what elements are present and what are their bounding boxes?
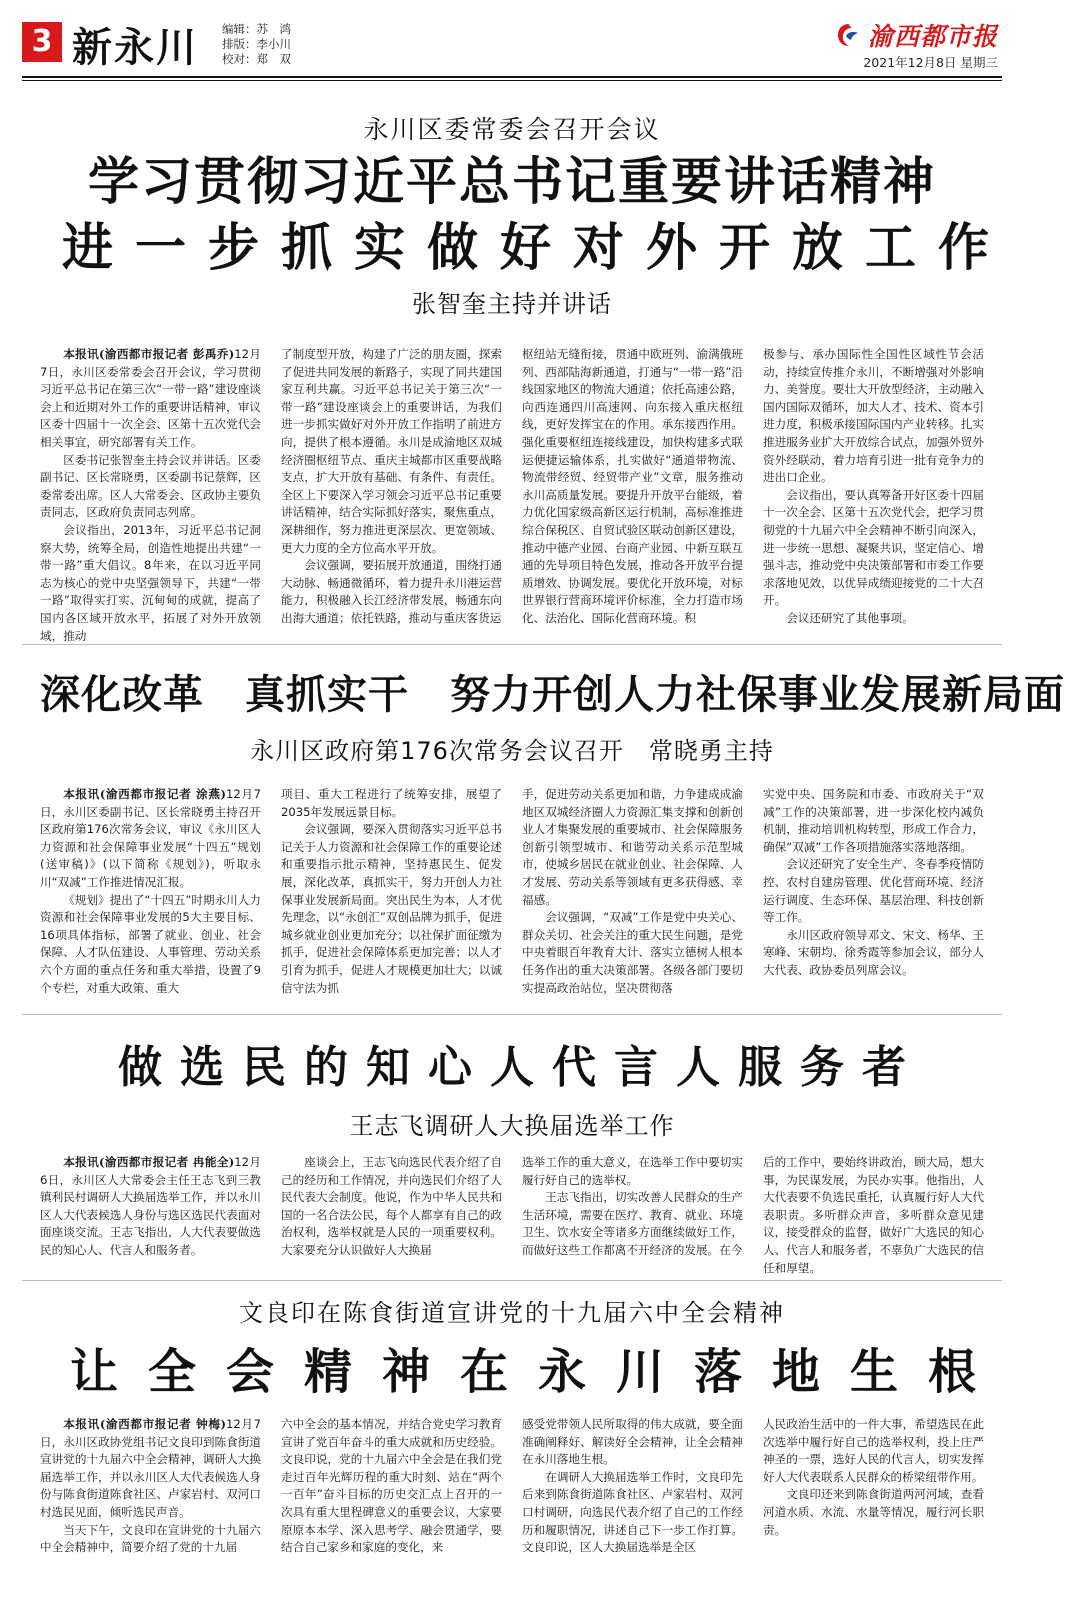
paper-logo-icon [836, 22, 862, 48]
article2-body [40, 786, 984, 998]
article1-col-3 [522, 346, 743, 628]
article4-headline: 让全会精神在永川落地生根 [70, 1344, 1007, 1400]
article1-col-4 [763, 346, 984, 628]
article3-paragraph: 王志飞指出，切实改善人民群众的生产生活环境，需要在医疗、教育、就业、环境卫生、饮水安全等诸多方面继续做好工作，而做好这些工作都离不开经济的发展。在今 [522, 1190, 743, 1257]
article3-col-2 [281, 1154, 502, 1264]
article1-paragraph: 极参与、承办国际性全国性区域性节会活动，持续宣传推介永川，不断增强对外影响力、美誉度。要壮大开放型经济，主动融入国内国际双循环，加大人才、技术、资本引进力度，积极承接国际国内产业转移。扎实推进服务业扩大开放综合试点，加强外贸外资外经联动，着力培育引进一批有竞争力的进出口企业。 [763, 347, 984, 485]
masthead-rule [22, 76, 1002, 78]
page-number: 3 [22, 22, 62, 62]
article2-paragraph: 12月7日，永川区委副书记、区长常晓勇主持召开区政府第176次常务会议，审议《永川区人力资源和社会保障事业发展“十四五”规划(送审稿)》(以下简称《规划》)，听取永川“双减”工作推进情况汇报。 [40, 787, 261, 889]
article3-paragraph: 后的工作中，要始终讲政治，顾大局，想大事，为民谋发展，为民办实事。他指出，人大代表要不负选民重托，认真履行好人大代表职责。多听群众声音，多听群众意见建议，接受群众的监督，做好广大选民的知心人、代言人和服务者，不辜负广大选民的信任和厚望。 [763, 1155, 984, 1275]
article2-byline: 本报讯(渝西都市报记者 涂燕) [63, 787, 227, 801]
article-plenary-spirit [40, 1294, 1007, 1594]
article4-col-2 [281, 1416, 502, 1592]
article4-paragraph: 感受党带领人民所取得的伟大成就，要全面准确阐释好、解读好全会精神，让全会精神在永川落地生根。 [522, 1417, 743, 1467]
paper-name: 渝西都市报 [867, 22, 998, 51]
masthead [0, 0, 1024, 80]
article1-paragraph: 会议指出，要认真筹备开好区委十四届十一次全会、区第十五次党代会，把学习贯彻党的十九届六中全会精神不断引向深入，进一步统一思想、凝聚共识，坚定信心、增强斗志，推动党中央决策部署和市委工作要求落地见效，以优异成绩迎接党的二十大召开。 [763, 487, 984, 608]
article-people-congress [40, 1030, 984, 1275]
article4-paragraph: 当天下午，文良印在宣讲党的十九届六中全会精神中，简要介绍了党的十九届 [40, 1522, 261, 1555]
article3-byline: 本报讯(渝西都市报记者 冉能全) [63, 1155, 235, 1169]
article-separator [22, 1280, 1002, 1281]
article2-paragraph: 永川区政府领导邓文、宋文、杨华、王寒峰、宋朝均、徐秀霞等参加会议，部分人大代表、政协委员列席会议。 [763, 927, 984, 977]
article1-paragraph: 会议还研究了其他事项。 [786, 610, 914, 625]
article-hr-social-security [40, 660, 1065, 1000]
article4-kicker: 文良印在陈食街道宣讲党的十九届六中全会精神 [239, 1299, 785, 1327]
article-separator [22, 644, 1002, 645]
article4-col-1 [40, 1416, 261, 1592]
article2-paragraph: 《规划》提出了“十四五”时期永川人力资源和社会保障事业发展的5大主要目标、16项具体指标，部署了就业、创业、社会保障、人才队伍建设、人事管理、劳动关系六个方面的重点任务和重大举措，设置了9个专栏，对重大政策、重大 [40, 892, 261, 995]
article1-col-1 [40, 346, 261, 643]
article2-paragraph: 手，促进劳动关系更加和谐，力争建成成渝地区双城经济圈人力资源汇集支撑和创新创业人才集聚发展的重要城市、社会保障服务创新引领型城市、和谐劳动关系示范型城市，使城乡居民在就业创业、社会保障、人才发展、劳动关系等领域有更多获得感、幸福感。 [522, 787, 743, 907]
article4-byline: 本报讯(渝西都市报记者 钟梅) [63, 1417, 227, 1431]
article2-col-2 [281, 786, 502, 998]
masthead-rule-thin [22, 80, 1002, 81]
article-separator [22, 1014, 1002, 1015]
article-opening-up [40, 110, 1012, 643]
article2-paragraph: 会议强调，要深入贯彻落实习近平总书记关于人力资源和社会保障工作的重要论述和重要指示批示精神，坚持惠民生、促发展，深化改革，真抓实干，努力开创人力社保事业发展新局面。突出民生为本，人才优先理念，以“永创汇”双创品牌为抓手，促进城乡就业创业更加充分；以社保扩面征缴为抓手，促进社会保障体系更加完善；以人才引育为抓手，促进人才规模更加壮大；以诚信守法为抓 [281, 822, 502, 995]
article3-headline: 做选民的知心人代言人服务者 [118, 1042, 924, 1093]
article1-paragraph: 会议强调，要拓展开放通道，围绕打通大动脉、畅通微循环，着力提升永川港运营能力，积极融入长江经济带发展，畅通东向出海大通道；依托铁路，推动与重庆客货运 [281, 558, 502, 625]
article1-kicker: 永川区委常委会召开会议 [363, 115, 661, 144]
article1-paragraph: 了制度型开放，构建了广泛的朋友圈，探索了促进共同发展的新路子，实现了同共建国家互利共赢。习近平总书记关于第三次“一带一路”建设座谈会上的重要讲话，为我们进一步抓实做好对外开放工作指明了前进方向，提供了根本遵循。永川是成渝地区双城经济圈枢纽节点、重庆主城都市区重要战略支点，扩大开放有基础、有条件、有责任。全区上下要深入学习领会习近平总书记重要讲话精神，结合实际抓好落实，聚焦重点，深耕细作，努力推进更深层次、更宽领域、更大力度的全方位高水平开放。 [281, 347, 502, 555]
article1-col-2 [281, 346, 502, 628]
article4-col-3 [522, 1416, 743, 1592]
article2-paragraph: 会议强调，“双减”工作是党中央关心、群众关切、社会关注的重大民生问题，是党中央着眼百年教育大计、落实立德树人根本任务作出的重大决策部署。各级各部门要切实提高政治站位，坚决贯彻落 [522, 910, 743, 995]
article4-paragraph: 六中全会的基本情况，并结合党史学习教育宣讲了党百年奋斗的重大成就和历史经验。文良印说，党的十九届六中全会是在我们党走过百年光辉历程的重大时刻、站在“两个一百年”奋斗目标的历史交汇点上召开的一次具有重大里程碑意义的重要会议，大家要原原本本学、深入思考学、融会贯通学，要结合自己家乡和家庭的变化，来 [281, 1417, 502, 1555]
article1-paragraph: 区委书记张智奎主持会议并讲话。区委副书记、区长常晓勇，区委副书记蔡辉，区委常委出席。区人大常委会、区政协主要负责同志，区政府负责同志列席。 [40, 452, 261, 520]
staff-editor: 编辑：苏 鸿 [222, 22, 291, 36]
staff-proofreader: 校对：郑 双 [222, 52, 291, 66]
article2-col-3 [522, 786, 743, 998]
article3-col-3 [522, 1154, 743, 1264]
article4-paragraph: 12月7日，永川区政协党组书记文良印到陈食街道宣讲党的十九届六中全会精神，调研人大换届选举工作，并以永川区人大代表候选人身份与陈食街道陈食社区、卢家岩村、双河口村选民见面，倾听选民声音。 [40, 1417, 261, 1519]
article1-paragraph: 会议指出，2013年，习近平总书记洞察大势，统筹全局，创造性地提出共建“一带一路”重大倡议。8年来，在以习近平同志为核心的党中央坚强领导下，共建“一带一路”取得实打实、沉甸甸的成就，提高了国内各区域开放水平，拓展了对外开放领域，推动 [40, 522, 261, 643]
article1-paragraph: 12月7日，永川区委常委会召开会议，学习贯彻习近平总书记在第三次“一带一路”建设座谈会上和近期对外工作的重要讲话精神，审议区委十四届十一次全会、区第十五次党代会相关事宜，研究部署有关工作。 [40, 347, 261, 449]
article1-headline-line1: 学习贯彻习近平总书记重要讲话精神 [87, 153, 936, 212]
staff-layout: 排版：李小川 [222, 37, 291, 51]
article3-subhead: 王志飞调研人大换届选举工作 [349, 1112, 675, 1140]
article4-paragraph: 在调研人大换届选举工作时，文良印先后来到陈食街道陈食社区、卢家岩村、双河口村调研，向选民代表介绍了自己的工作经历和履职情况，讲述自己下一步工作打算。文良印说，区人大换届选举是全区 [522, 1469, 743, 1555]
article1-subhead: 张智奎主持并讲话 [412, 290, 612, 318]
article4-body [40, 1416, 984, 1592]
article4-col-4 [763, 1416, 984, 1592]
article1-byline: 本报讯(渝西都市报记者 彭禹乔) [63, 347, 235, 361]
article3-col-1 [40, 1154, 261, 1264]
article4-paragraph: 文良印还来到陈食街道两河河域，查看河道水质、水流、水量等情况，履行河长职责。 [763, 1487, 984, 1537]
article2-headline: 深化改革 真抓实干 努力开创人力社保事业发展新局面 [40, 672, 1065, 718]
article1-paragraph: 枢纽站无缝衔接，贯通中欧班列、渝满俄班列、西部陆海新通道，打通与“一带一路”沿线国家地区的物流大通道；依托高速公路，向西连通四川高速网、向东接入重庆枢纽线，更好发挥宝在的作用。承东接西作用。强化重要枢纽连接线建设，加快构建多式联运便捷运输体系，扎实做好“通道带物流、物流带经贸、经贸带产业”文章，服务推动永川高质量发展。要提升开放平台能级，着力优化国家级高新区运行机制，高标准推进综合保税区、自贸试验区联动创新区建设，推动中德产业园、台商产业园、中新互联互通的先导项目特色发展，推动各开放平台提质增效、协调发展。要优化开放环境，对标世界银行营商环境评价标准，全力打造市场化、法治化、国际化营商环境。积 [522, 347, 743, 625]
staff-credits [222, 22, 291, 67]
article3-col-4 [763, 1154, 984, 1275]
article2-paragraph: 项目、重大工程进行了统筹安排，展望了2035年发展远景目标。 [281, 787, 502, 819]
article2-paragraph: 会议还研究了安全生产、冬春季疫情防控、农村自建房管理、优化营商环境、经济运行调度、生态环保、基层治理、科技创新等工作。 [763, 857, 984, 925]
article2-subhead: 永川区政府第176次常务会议召开 常晓勇主持 [250, 737, 774, 765]
issue-date: 2021年12月8日 星期三 [863, 55, 998, 70]
article3-paragraph: 座谈会上，王志飞向选民代表介绍了自己的经历和工作情况，并向选民们介绍了人民代表大会制度。他说，作为中华人民共和国的一名合法公民，每个人都享有自己的政治权利，选举权就是人民的一项重要权利。大家要充分认识做好人大换届 [281, 1155, 502, 1257]
article3-paragraph: 12月6日，永川区人大常委会主任王志飞到三教镇利民村调研人大换届选举工作，并以永川区人大代表候选人身份与选区选民代表面对面座谈交流。王志飞指出，人大代表要做选民的知心人、代言人和服务者。 [40, 1155, 261, 1257]
article3-paragraph: 选举工作的重大意义，在选举工作中要切实履行好自己的选举权。 [522, 1155, 743, 1187]
article2-paragraph: 实党中央、国务院和市委、市政府关于“双减”工作的决策部署，进一步深化校内减负机制，推动培训机构转型，形成工作合力，确保“双减”工作各项措施落实落地落细。 [763, 787, 984, 854]
article3-body [40, 1154, 984, 1275]
paper-logo [836, 20, 998, 50]
article1-body [40, 346, 984, 643]
section-name: 新永川 [72, 24, 198, 71]
article1-headline-line2: 进一步抓实做好对外开放工作 [62, 219, 1012, 278]
article4-paragraph: 人民政治生活中的一件大事，希望选民在此次选举中履行好自己的选举权利，投上庄严神圣的一票，选好人民的代言人，切实发挥好人大代表联系人民群众的桥梁纽带作用。 [763, 1417, 984, 1484]
article2-col-1 [40, 786, 261, 998]
article2-col-4 [763, 786, 984, 998]
